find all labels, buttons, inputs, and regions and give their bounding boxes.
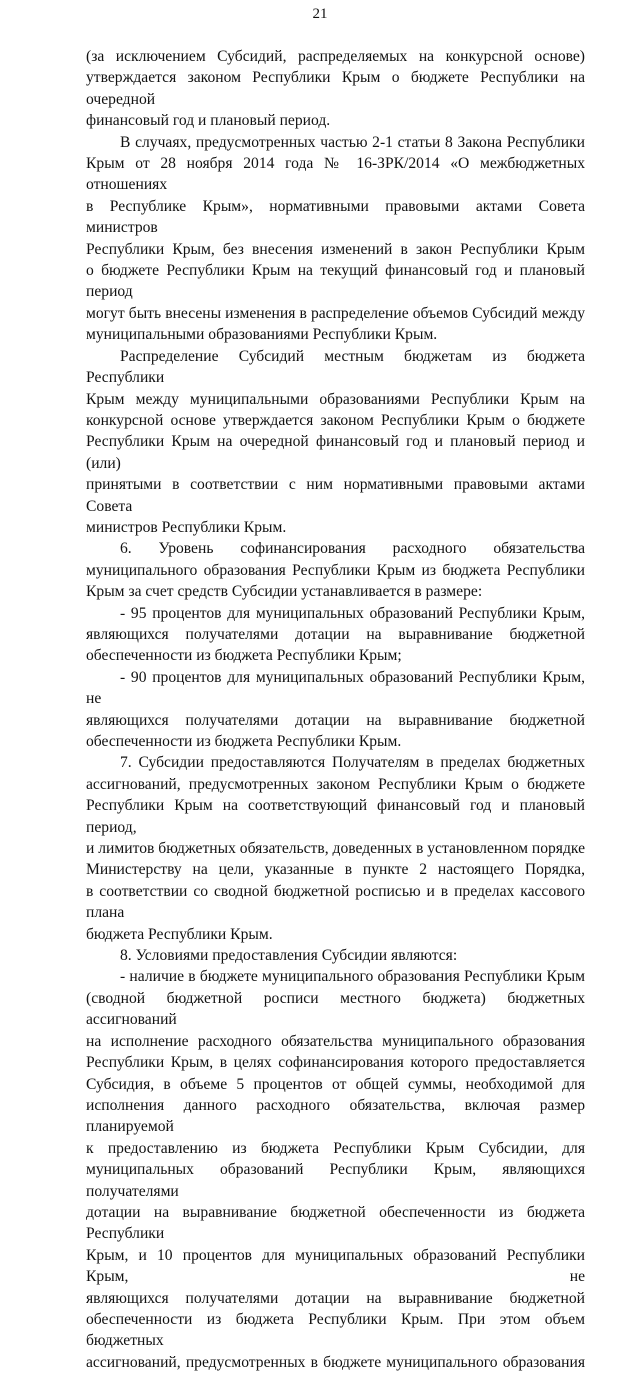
text-line: Крым от 28 ноября 2014 года № 16-ЗРК/2014 «О межбюджетных отношениях: [86, 155, 585, 194]
text-line: являющихся получателями дотации на выравнивание бюджетной: [86, 625, 585, 643]
text-line: Распределение Субсидий местным бюджетам из бюджета Республики: [86, 347, 585, 387]
text-line: Крым за счет средств Субсидии устанавливается в размере:: [86, 583, 483, 601]
text-line: 6. Уровень софинансирования расходного обязательства: [120, 540, 585, 558]
list-item-95-percent: [86, 603, 585, 667]
text-line: Крым, и 10 процентов для муниципальных образований Республики Крым, не: [86, 1246, 585, 1286]
text-line: на исполнение расходного обязательства муниципального образования: [86, 1032, 585, 1050]
text-line: муниципальных образований Республики Крым, являющихся получателями: [86, 1161, 585, 1200]
paragraph-amendments: [86, 132, 585, 346]
text-line: Республики Крым на соответствующий финансовый год и плановый период,: [86, 797, 585, 836]
text-line: Республики Крым, в целях софинансирования которого предоставляется: [86, 1054, 585, 1072]
text-line: в Республике Крым», нормативными правовыми актами Совета министров: [86, 197, 585, 237]
text-line: Крым между муниципальными образованиями Республики Крым на: [86, 390, 585, 408]
text-line: бюджета Республики Крым.: [86, 925, 273, 943]
text-line: Министерству на цели, указанные в пункте 2 настоящего Порядка,: [86, 861, 585, 879]
list-item-condition: [86, 966, 585, 1373]
text-line: 7. Субсидии предоставляются Получателям в пределах бюджетных: [120, 754, 585, 772]
text-line: муниципальными образованиями Республики Крым.: [86, 326, 438, 344]
text-line: утверждается законом Республики Крым о бюджете Республики на очередной: [86, 69, 585, 108]
text-line: министров Республики Крым.: [86, 518, 287, 536]
text-line: конкурсной основе утверждается законом Республики Крым о бюджете: [86, 411, 585, 429]
text-line: обеспеченности из бюджета Республики Крым.: [86, 733, 402, 750]
text-line: Республики Крым на очередной финансовый год и плановый период и (или): [86, 433, 585, 472]
text-line: являющихся получателями дотации на выравнивание бюджетной: [86, 1289, 585, 1307]
list-item-90-percent: [86, 667, 585, 753]
text-line: являющихся получателями дотации на выравнивание бюджетной: [86, 711, 585, 729]
text-line: и лимитов бюджетных обязательств, доведенных в установленном порядке: [86, 840, 585, 858]
text-line: дотации на выравнивание бюджетной обеспеченности из бюджета Республики: [86, 1203, 585, 1243]
text-line: ассигнований, предусмотренных в бюджете муниципального образования: [86, 1353, 585, 1371]
text-line: принятыми в соответствии с ним нормативными правовыми актами Совета: [86, 476, 585, 515]
text-line: могут быть внесены изменения в распределение объемов Субсидий между: [86, 304, 585, 322]
page-number: 21: [312, 6, 328, 22]
text-line: Республики Крым, без внесения изменений в закон Республики Крым: [86, 240, 585, 258]
text-line: к предоставлению из бюджета Республики Крым Субсидии, для: [86, 1139, 585, 1157]
text-line: Субсидия, в объеме 5 процентов от общей суммы, необходимой для: [86, 1075, 585, 1093]
text-line: - наличие в бюджете муниципального образования Республики Крым: [120, 968, 585, 986]
text-line: (сводной бюджетной росписи местного бюджета) бюджетных ассигнований: [86, 989, 585, 1029]
text-line: о бюджете Республики Крым на текущий финансовый год и плановый период: [86, 262, 585, 301]
paragraph-item-8: [86, 945, 585, 966]
paragraph-item-6: [86, 538, 585, 602]
text-line: в соответствии со сводной бюджетной росписью и в пределах кассового плана: [86, 882, 585, 922]
text-line: обеспеченности из бюджета Республики Крым. При этом объем бюджетных: [86, 1310, 585, 1350]
text-line: (за исключением Субсидий, распределяемых на конкурсной основе): [86, 48, 585, 65]
paragraph-item-7: [86, 752, 585, 945]
text-line: муниципального образования Республики Крым из бюджета Республики: [86, 561, 585, 579]
text-line: финансовый год и плановый период.: [86, 112, 331, 130]
text-line: исполнения данного расходного обязательства, включая размер планируемой: [86, 1096, 585, 1136]
text-line: ассигнований, предусмотренных законом Республики Крым о бюджете: [86, 775, 585, 793]
document-body: [86, 46, 585, 1373]
text-line: В случаях, предусмотренных частью 2-1 статьи 8 Закона Республики: [120, 133, 585, 151]
paragraph-continuation: [86, 46, 585, 132]
text-line: - 95 процентов для муниципальных образований Республики Крым,: [120, 604, 585, 622]
text-line: 8. Условиями предоставления Субсидии являются:: [120, 947, 458, 965]
paragraph-distribution: [86, 346, 585, 539]
text-line: обеспеченности из бюджета Республики Крым;: [86, 647, 402, 665]
text-line: - 90 процентов для муниципальных образований Республики Крым, не: [86, 668, 585, 708]
